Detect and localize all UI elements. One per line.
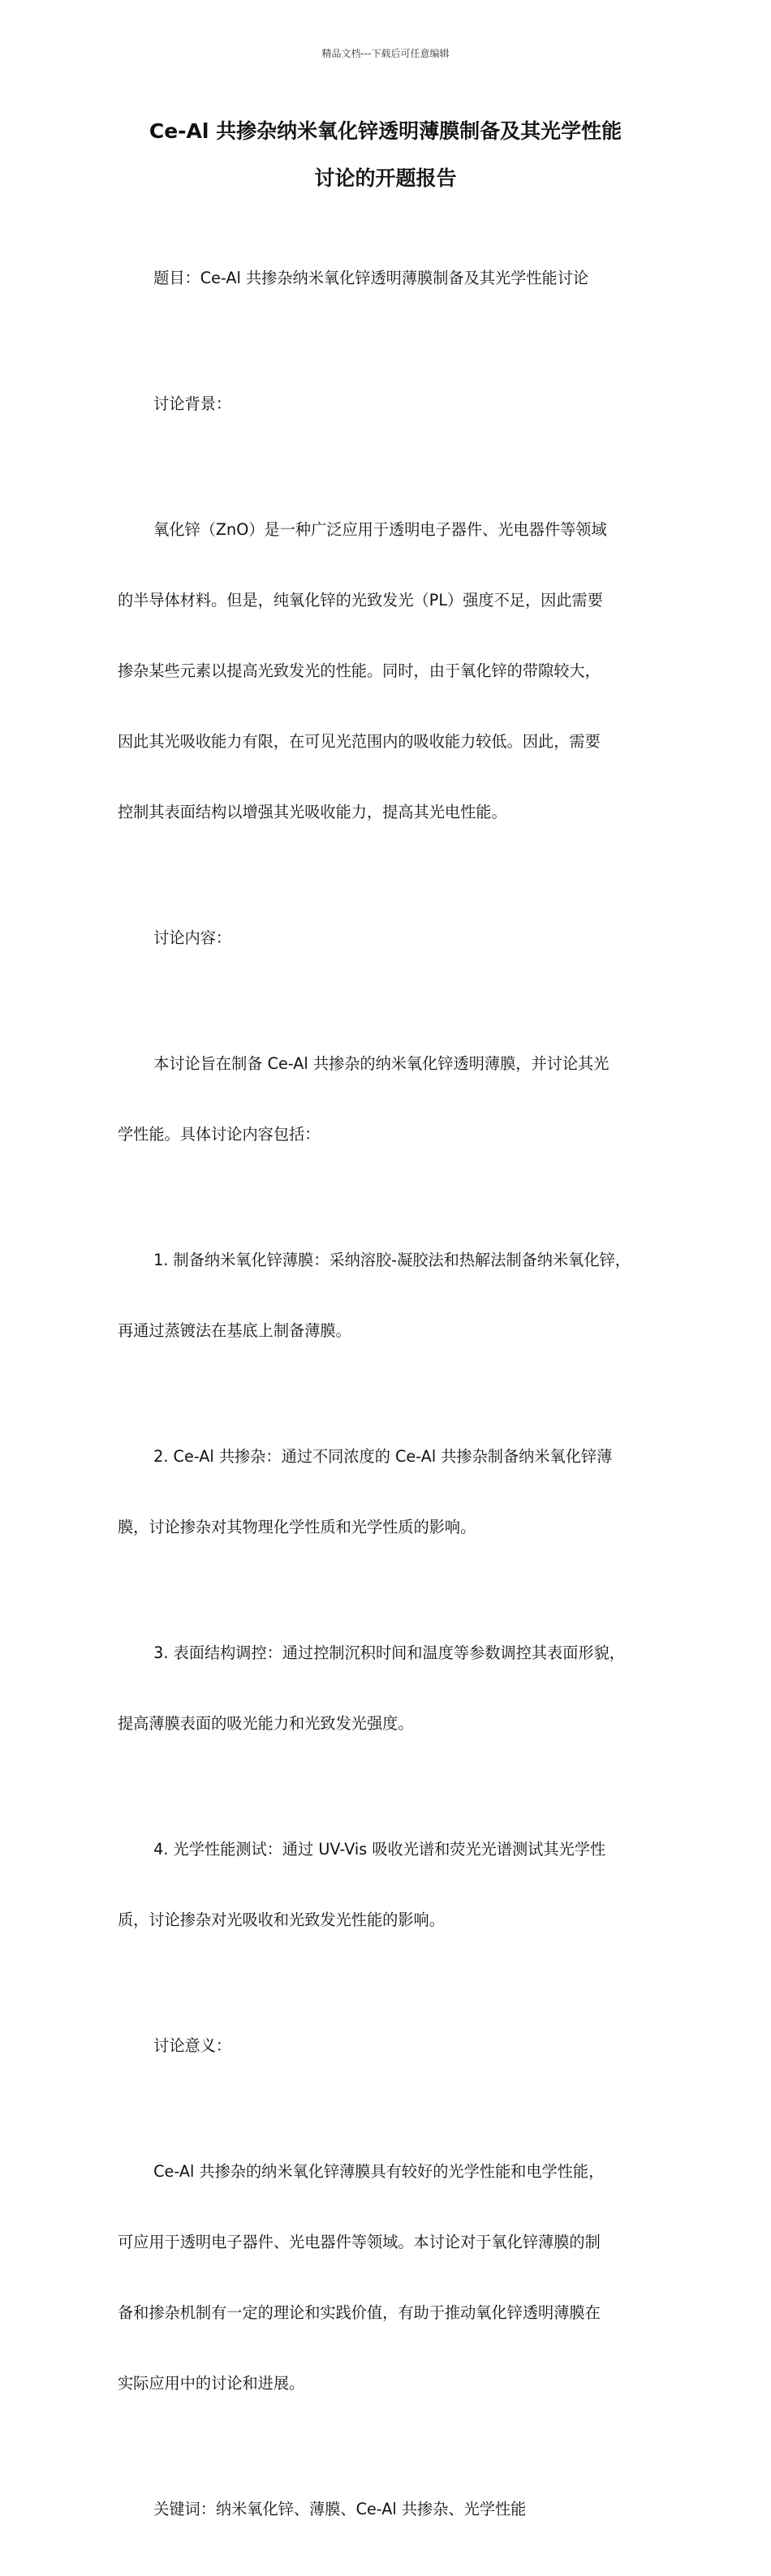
text-line: 可应用于透明电子器件、光电器件等领域。本讨论对于氧化锌薄膜的制: [118, 2233, 601, 2251]
text-line: 本讨论旨在制备 Ce-Al 共掺杂的纳米氧化锌透明薄膜，并讨论其光: [153, 1054, 609, 1073]
content-item-1: [118, 1201, 658, 1389]
topic-paragraph: [118, 219, 658, 337]
text-line: 备和掺杂机制有一定的理论和实践价值，有助于推动氧化锌透明薄膜在: [118, 2303, 601, 2322]
text-line: 4. 光学性能测试：通过 UV-Vis 吸收光谱和荧光光谱测试其光学性: [153, 1840, 606, 1859]
text-line: 提高薄膜表面的吸光能力和光致发光强度。: [118, 1714, 414, 1733]
significance-paragraph: [118, 2113, 658, 2442]
document-title: [73, 108, 698, 202]
text-line: 的半导体材料。但是，纯氧化锌的光致发光（PL）强度不足，因此需要: [118, 591, 603, 610]
content-item-4: [118, 1790, 658, 1979]
section-heading-significance: [118, 1987, 658, 2104]
title-line: Ce-Al 共掺杂纳米氧化锌透明薄膜制备及其光学性能: [149, 119, 622, 143]
keywords-paragraph: [118, 2450, 658, 2568]
text-line: 关键词：纳米氧化锌、薄膜、Ce-Al 共掺杂、光学性能: [153, 2500, 527, 2518]
text-line: 再通过蒸镀法在基底上制备薄膜。: [118, 1321, 351, 1340]
text-line: 2. Ce-Al 共掺杂：通过不同浓度的 Ce-Al 共掺杂制备纳米氧化锌薄: [153, 1447, 613, 1466]
text-line: 讨论意义：: [153, 2036, 232, 2055]
text-line: 掺杂某些元素以提高光致发光的性能。同时，由于氧化锌的带隙较大，: [118, 661, 601, 680]
text-line: 1. 制备纳米氧化锌薄膜：采纳溶胶-凝胶法和热解法制备纳米氧化锌，: [153, 1251, 631, 1269]
header-note: 精品文档---下载后可任意编辑: [321, 48, 450, 59]
text-line: 实际应用中的讨论和进展。: [118, 2374, 305, 2393]
text-line: 控制其表面结构以增强其光吸收能力，提高其光电性能。: [118, 803, 507, 821]
section-heading-content: [118, 879, 658, 997]
text-line: 质，讨论掺杂对光吸收和光致发光性能的影响。: [118, 1910, 445, 1929]
section-heading-background: [118, 345, 658, 463]
document-body: [118, 219, 658, 2576]
text-line: 3. 表面结构调控：通过控制沉积时间和温度等参数调控其表面形貌，: [153, 1643, 625, 1662]
content-item-2: [118, 1398, 658, 1586]
content-intro-paragraph: [118, 1005, 658, 1193]
title-line: 讨论的开题报告: [314, 166, 457, 190]
text-line: Ce-Al 共掺杂的纳米氧化锌薄膜具有较好的光学性能和电学性能，: [153, 2162, 605, 2181]
text-line: 学性能。具体讨论内容包括：: [118, 1125, 321, 1144]
background-paragraph: [118, 471, 658, 871]
text-line: 讨论内容：: [153, 928, 232, 947]
text-line: 题目：Ce-Al 共掺杂纳米氧化锌透明薄膜制备及其光学性能讨论: [153, 269, 589, 287]
text-line: 膜，讨论掺杂对其物理化学性质和光学性质的影响。: [118, 1518, 476, 1536]
text-line: 氧化锌（ZnO）是一种广泛应用于透明电子器件、光电器件等领域: [153, 520, 607, 539]
text-line: 因此其光吸收能力有限，在可见光范围内的吸收能力较低。因此，需要: [118, 732, 601, 751]
content-item-3: [118, 1594, 658, 1782]
text-line: 讨论背景：: [153, 394, 232, 413]
